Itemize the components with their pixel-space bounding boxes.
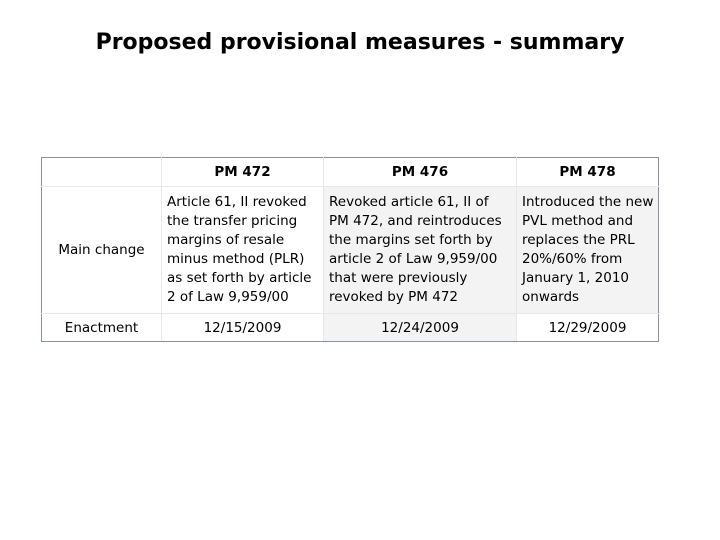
row-label-enactment: Enactment [42,314,162,342]
main-change-pm-472: Article 61, II revoked the transfer pricing margins of resale minus method (PLR) as set forth by article 2 of Law 9,959/00 [162,187,324,314]
table-header-row [42,158,659,187]
header-cell-pm-476: PM 476 [324,158,517,187]
enactment-pm-472: 12/15/2009 [162,314,324,342]
main-change-pm-478: Introduced the new PVL method and replaces the PRL 20%/60% from January 1, 2010 onwards [517,187,659,314]
table-row-main-change [42,187,659,314]
header-cell-pm-478: PM 478 [517,158,659,187]
summary-table [41,157,659,342]
enactment-pm-476: 12/24/2009 [324,314,517,342]
table-row-enactment [42,314,659,342]
enactment-pm-478: 12/29/2009 [517,314,659,342]
header-cell-blank [42,158,162,187]
header-cell-pm-472: PM 472 [162,158,324,187]
row-label-main-change: Main change [42,187,162,314]
page-title: Proposed provisional measures - summary [95,30,625,55]
main-change-pm-476: Revoked article 61, II of PM 472, and reintroduces the margins set forth by article 2 of Law 9,959/00 that were previously revoked by PM 472 [324,187,517,314]
